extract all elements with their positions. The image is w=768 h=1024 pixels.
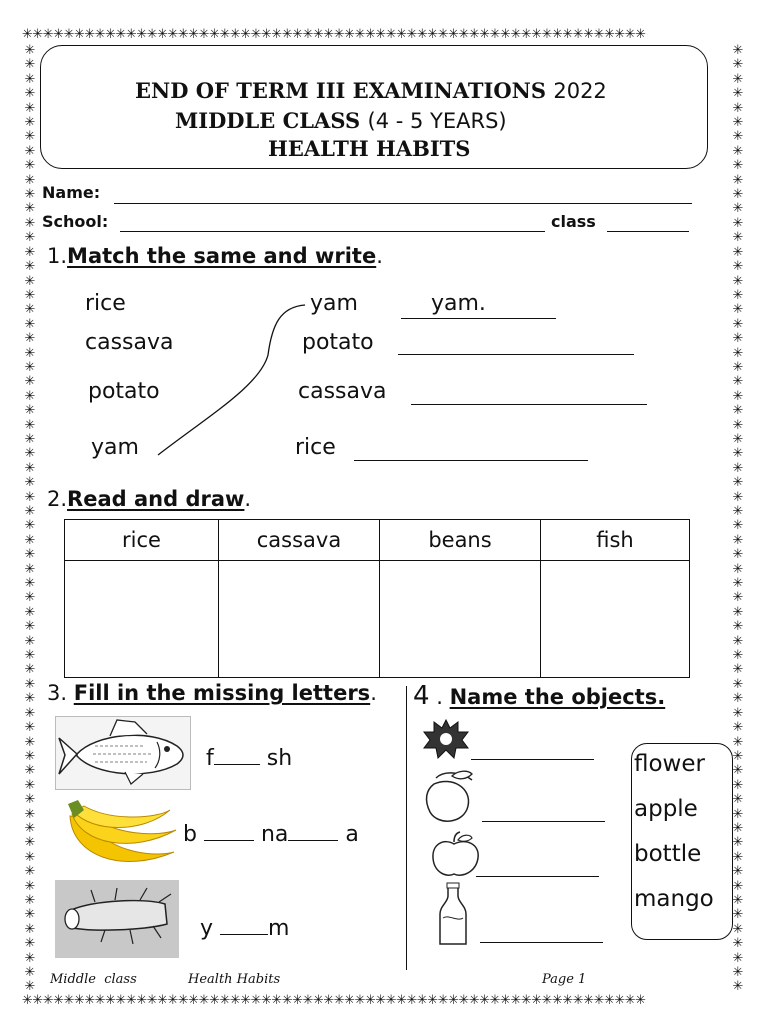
flower-picture (420, 716, 472, 762)
match-line (150, 295, 310, 460)
word-bank-item: bottle (634, 841, 702, 867)
q4-answer-line[interactable] (482, 821, 605, 822)
footer-page: Page 1 (542, 972, 587, 987)
q1-left-word: yam (91, 435, 139, 460)
q4-answer-line[interactable] (471, 759, 594, 760)
q1-left-word: rice (85, 291, 126, 316)
q3-letters: b (183, 822, 197, 847)
q3-letters: sh (266, 746, 293, 771)
class-label: class (551, 212, 596, 231)
q2-title: Read and draw (67, 487, 245, 511)
class-ages: (4 - 5 YEARS) (367, 109, 507, 133)
right-star-border: ✳ ✳ ✳ ✳ ✳ ✳ ✳ ✳ ✳ ✳ ✳ ✳ ✳ ✳ ✳ ✳ ✳ ✳ ✳ ✳ ✳ ✳ ✳ ✳ ✳ ✳ ✳ ✳ ✳ ✳ ✳ ✳ ✳ ✳ ✳ ✳ ✳ ✳ ✳ ✳ ✳ ✳ ✳ ✳ ✳ ✳ ✳ ✳ ✳ ✳ ✳ ✳ ✳ ✳ ✳ ✳ ✳ ✳ ✳ ✳ ✳ ✳ ✳ ✳ ✳ ✳ (732, 44, 744, 994)
q3-title: Fill in the missing letters (73, 681, 371, 705)
q4-number-end: . (436, 685, 443, 709)
q1-right-word: yam (310, 291, 358, 316)
q3-letters: m (268, 916, 290, 941)
subject-title: HEALTH HABITS (268, 136, 471, 161)
left-star-border: ✳ ✳ ✳ ✳ ✳ ✳ ✳ ✳ ✳ ✳ ✳ ✳ ✳ ✳ ✳ ✳ ✳ ✳ ✳ ✳ ✳ ✳ ✳ ✳ ✳ ✳ ✳ ✳ ✳ ✳ ✳ ✳ ✳ ✳ ✳ ✳ ✳ ✳ ✳ ✳ ✳ ✳ ✳ ✳ ✳ ✳ ✳ ✳ ✳ ✳ ✳ ✳ ✳ ✳ ✳ ✳ ✳ ✳ ✳ ✳ ✳ ✳ ✳ ✳ ✳ ✳ (24, 44, 36, 994)
exam-year: 2022 (553, 79, 607, 103)
draw-table (64, 519, 690, 678)
exam-title-text: END OF TERM III EXAMINATIONS (135, 78, 547, 103)
footer-subject: Health Habits (188, 972, 281, 987)
q3-letters: na (260, 822, 289, 847)
section-divider (406, 686, 407, 970)
q3-blank[interactable] (214, 764, 260, 765)
q3-blank[interactable] (204, 840, 254, 841)
q1-left-word: cassava (85, 330, 174, 355)
q1-example-answer: yam. (431, 291, 486, 316)
q3-item-fish (206, 746, 292, 771)
q3-heading (47, 681, 377, 705)
q3-item-banana (183, 822, 359, 847)
mango-picture (422, 768, 478, 828)
word-bank-item: mango (634, 886, 714, 912)
draw-cell[interactable] (380, 561, 541, 678)
q1-answer-line[interactable] (354, 460, 588, 461)
class-name: MIDDLE CLASS (175, 108, 361, 133)
draw-column-header: fish (541, 520, 690, 561)
school-label: School: (42, 212, 109, 231)
fish-picture (55, 716, 191, 790)
q1-number: 1. (47, 244, 68, 268)
q3-letters: a (345, 822, 359, 847)
q1-title: Match the same and write (67, 244, 377, 268)
exam-title (135, 78, 607, 103)
q3-letters: y (200, 916, 214, 941)
name-label: Name: (42, 183, 101, 202)
apple-picture (428, 830, 484, 880)
draw-cell[interactable] (541, 561, 690, 678)
q4-number: 4 (413, 681, 430, 711)
q3-blank[interactable] (220, 934, 268, 935)
q3-item-yam (200, 916, 289, 941)
q1-left-word: potato (88, 379, 160, 404)
class-title (175, 108, 507, 133)
yam-picture (55, 880, 179, 958)
class-field[interactable] (607, 231, 689, 232)
q3-number: 3. (47, 681, 68, 705)
banana-picture (62, 796, 180, 874)
draw-cell[interactable] (65, 561, 219, 678)
q4-answer-line[interactable] (476, 876, 599, 877)
q3-letters: f (206, 746, 214, 771)
word-bank-item: apple (634, 796, 698, 822)
bottle-picture (436, 882, 470, 948)
top-star-border: ✳✳✳✳✳✳✳✳✳✳✳✳✳✳✳✳✳✳✳✳✳✳✳✳✳✳✳✳✳✳✳✳✳✳✳✳✳✳✳✳✳✳✳✳✳✳✳✳✳✳✳✳✳✳✳✳✳✳✳✳ (22, 27, 646, 42)
q1-answer-line[interactable] (401, 318, 556, 319)
q1-answer-line[interactable] (398, 354, 634, 355)
draw-cell[interactable] (219, 561, 380, 678)
q2-number: 2. (47, 487, 68, 511)
draw-column-header: cassava (219, 520, 380, 561)
draw-column-header: beans (380, 520, 541, 561)
q1-title-end: . (376, 244, 383, 268)
q3-blank[interactable] (288, 840, 338, 841)
name-field[interactable] (114, 203, 692, 204)
q4-answer-line[interactable] (480, 942, 603, 943)
q4-title: Name the objects. (449, 685, 666, 709)
school-field[interactable] (120, 231, 545, 232)
q3-title-end: . (370, 681, 377, 705)
q1-right-word: rice (295, 435, 336, 460)
q4-heading (413, 681, 665, 711)
q1-right-word: potato (302, 330, 374, 355)
q1-heading (47, 244, 383, 268)
q2-title-end: . (244, 487, 252, 511)
q2-heading (47, 487, 251, 511)
footer-class: Middle class (50, 972, 137, 987)
word-bank-item: flower (634, 751, 705, 777)
q1-right-word: cassava (298, 379, 387, 404)
q1-answer-line[interactable] (411, 404, 647, 405)
draw-column-header: rice (65, 520, 219, 561)
bottom-star-border: ✳✳✳✳✳✳✳✳✳✳✳✳✳✳✳✳✳✳✳✳✳✳✳✳✳✳✳✳✳✳✳✳✳✳✳✳✳✳✳✳✳✳✳✳✳✳✳✳✳✳✳✳✳✳✳✳✳✳✳✳ (22, 993, 646, 1008)
